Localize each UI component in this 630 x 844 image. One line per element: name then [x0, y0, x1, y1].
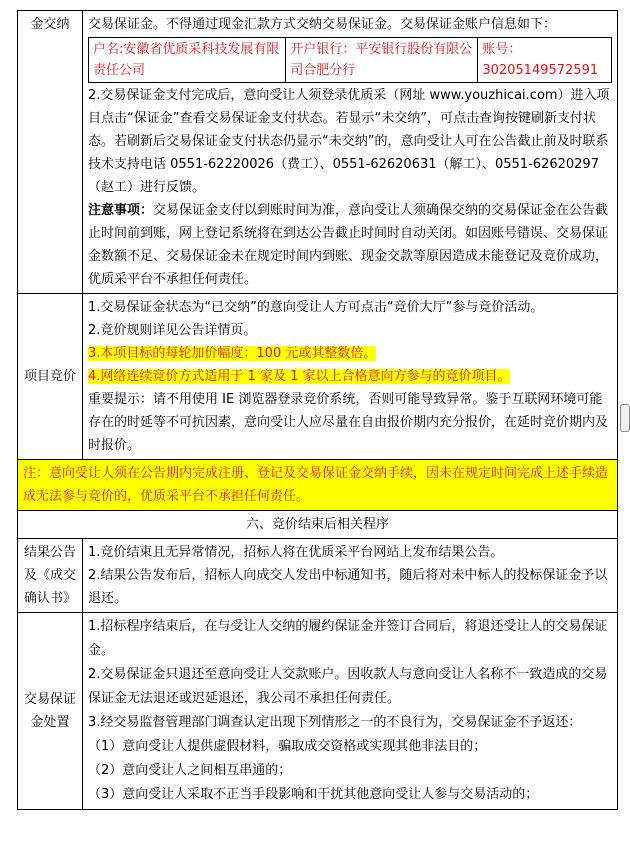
bidding-row	[18, 294, 618, 460]
bidding-paragraph-2: 2.竞价规则详见公告详情页。	[88, 323, 257, 338]
bidding-content	[83, 294, 618, 460]
side-scroll-handle[interactable]	[620, 404, 630, 432]
notice-row	[18, 460, 618, 511]
section-6-title: 六、竞价结束后相关程序	[18, 511, 618, 539]
handling-item-3: （3）意向受让人采取不正当手段影响和干扰其他意向受让人参与交易活动的；	[88, 787, 539, 802]
note-text: 交易保证金支付以到账时间为准，意向受让人须确保交纳的交易保证金在公告截止时间前到账，网上登记系统将在到达公告截止时间时自动关闭。如因账号错误、交易保证金数额不足、交易保证金未在规定时间内到账、现金交款等原因造成未能登记及竞价成功，优质采平台不承担任何责任。	[88, 203, 609, 287]
deposit-note	[88, 199, 612, 291]
handling-item-2: （2）意向受让人之间相互串通的；	[88, 763, 292, 778]
bidding-label: 项目竞价	[18, 294, 83, 460]
handling-label: 交易保证金处置	[18, 613, 83, 810]
bidding-paragraph-3: 3.本项目标的每轮加价幅度：100 元或其整数倍。	[88, 346, 377, 361]
bank-name: 开户银行：平安银行股份有限公司合肥分行	[286, 38, 478, 83]
section-heading-row	[18, 511, 618, 539]
deposit-intro: 交易保证金。不得通过现金汇款方式交纳交易保证金。交易保证金账户信息如下：	[88, 17, 557, 32]
account-info-table	[88, 37, 612, 83]
handling-paragraph-3: 3.经交易监督管理部门调查认定出现下列情形之一的不良行为，交易保证金不予返还：	[88, 715, 582, 730]
handling-row	[18, 613, 618, 810]
account-number: 账号：30205149572591	[478, 38, 612, 83]
deposit-label: 金交纳	[18, 11, 83, 294]
result-label: 结果公告及《成交确认书》	[18, 539, 83, 613]
notice-text: 注：意向受让人须在公告期内完成注册、登记及交易保证金交纳手续，因未在规定时间完成上述手续造成无法参与竞价的，优质采平台不承担任何责任。	[18, 460, 618, 511]
result-paragraph-2: 2.结果公告发布后，招标人向成交人发出中标通知书，随后将对未中标人的投标保证金予以退还。	[88, 568, 608, 606]
handling-item-1: （1）意向受让人提供虚假材料，骗取成交资格或实现其他非法目的；	[88, 739, 487, 754]
handling-paragraph-1: 1.招标程序结束后，在与受让人交纳的履约保证金并签订合同后，将退还受让人的交易保证金。	[88, 619, 608, 658]
account-name: 户名:安徽省优质采科技发展有限责任公司	[89, 38, 286, 83]
bidding-paragraph-4: 4.网络连续竞价方式适用于 1 家及 1 家以上合格意向方参与的竞价项目。	[88, 369, 511, 384]
handling-paragraph-2: 2.交易保证金只退还至意向受让人交款账户。因收款人与意向受让人名称不一致造成的交易保证金无法退还或迟延退还，我公司不承担任何责任。	[88, 667, 608, 706]
note-title: 注意事项：	[88, 203, 154, 218]
result-paragraph-1: 1.竞价结束且无异常情况，招标人将在优质采平台网站上发布结果公告。	[88, 545, 504, 560]
deposit-paragraph-2: 2.交易保证金支付完成后，意向受让人须登录优质采（网址 www.youzhicai.com）进入项目点击“保证金”查看交易保证金支付状态。若显示“未交纳”，可点击查询按键刷新支付状态。若刷新后交易保证金支付状态仍显示“未交纳”的，意向受让人可在公告截止前及时联系技术支持电话 0551-62220026（费工）、0551-62620631（解工）、0551-62620297（赵工）进行反馈。	[88, 88, 610, 195]
announcement-table	[17, 10, 618, 810]
result-content	[83, 539, 618, 613]
bidding-important-tip: 重要提示：请不用使用 IE 浏览器登录竞价系统，否则可能导致异常。鉴于互联网环境可能存在的时延等不可抗因素，意向受让人应尽量在自由报价期内充分报价，在延时竞价期内及时报价。	[88, 392, 609, 453]
result-row	[18, 539, 618, 613]
handling-content	[83, 613, 618, 810]
deposit-row	[18, 11, 618, 294]
deposit-content	[83, 11, 618, 294]
bidding-paragraph-1: 1.交易保证金状态为“已交纳”的意向受让人方可点击“竞价大厅”参与竞价活动。	[88, 300, 544, 315]
